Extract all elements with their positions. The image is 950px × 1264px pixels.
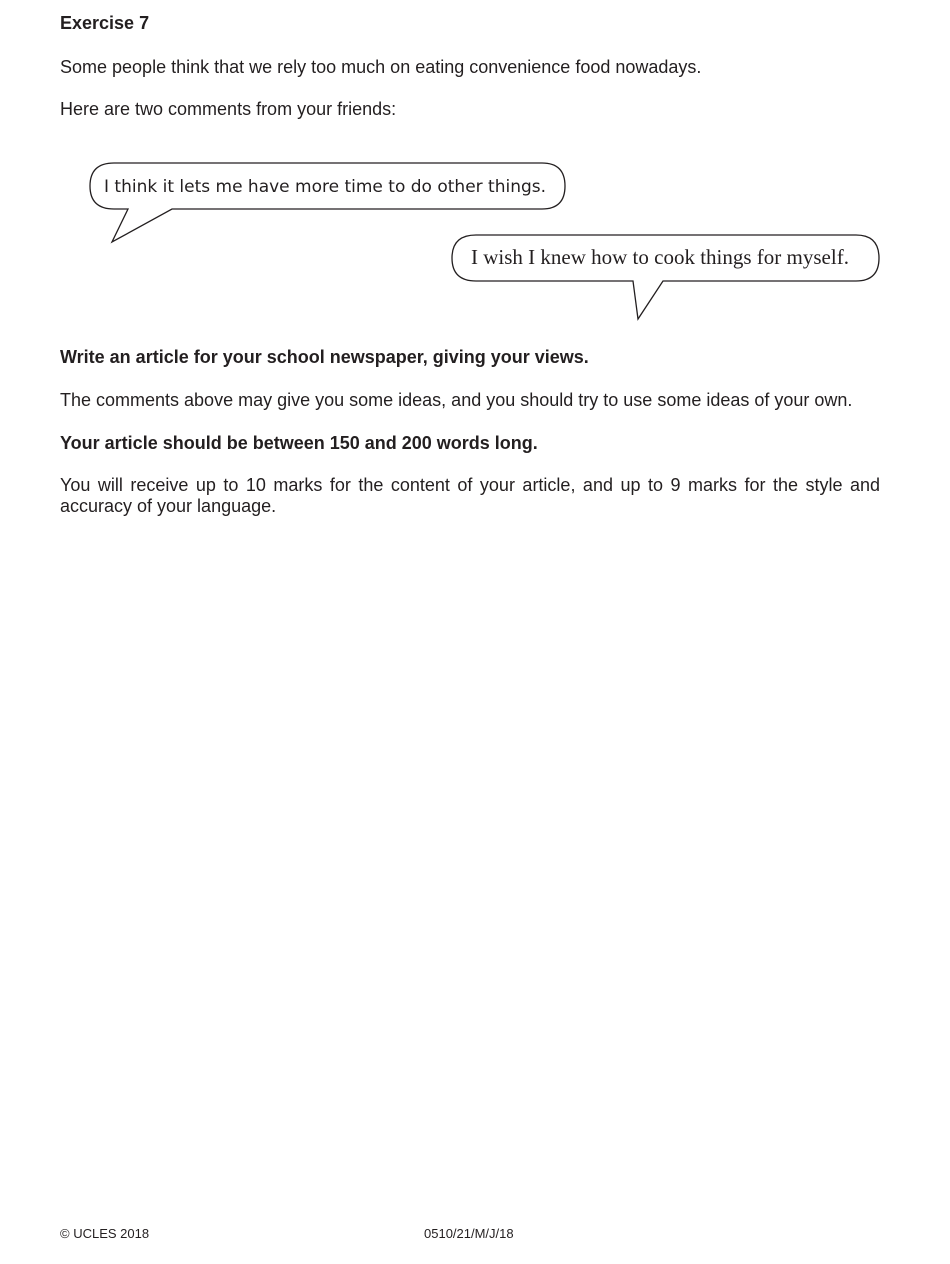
footer-paper-code: 0510/21/M/J/18 (424, 1226, 514, 1241)
comment-1-text: I think it lets me have more time to do other things. (104, 177, 547, 197)
speech-bubble-2 (452, 235, 879, 319)
exercise-title: Exercise 7 (60, 13, 150, 33)
task-instruction: Write an article for your school newspaper, giving your views. (60, 347, 589, 367)
exercise-intro: Some people think that we rely too much on eating convenience food nowadays. (60, 57, 702, 77)
comment-2-text: I wish I knew how to cook things for myself. (471, 245, 849, 269)
marks-instruction: You will receive up to 10 marks for the content of your article, and up to 9 marks for the style and accuracy of your language. (60, 475, 880, 516)
speech-bubble-1 (90, 163, 565, 242)
speech-bubbles (0, 0, 950, 340)
comments-intro: Here are two comments from your friends: (60, 99, 397, 119)
length-instruction: Your article should be between 150 and 200 words long. (60, 433, 538, 453)
footer-copyright: © UCLES 2018 (60, 1226, 150, 1241)
ideas-instruction: The comments above may give you some ideas, and you should try to use some ideas of your own. (60, 390, 853, 410)
speech-bubble-1-outline (90, 163, 565, 242)
